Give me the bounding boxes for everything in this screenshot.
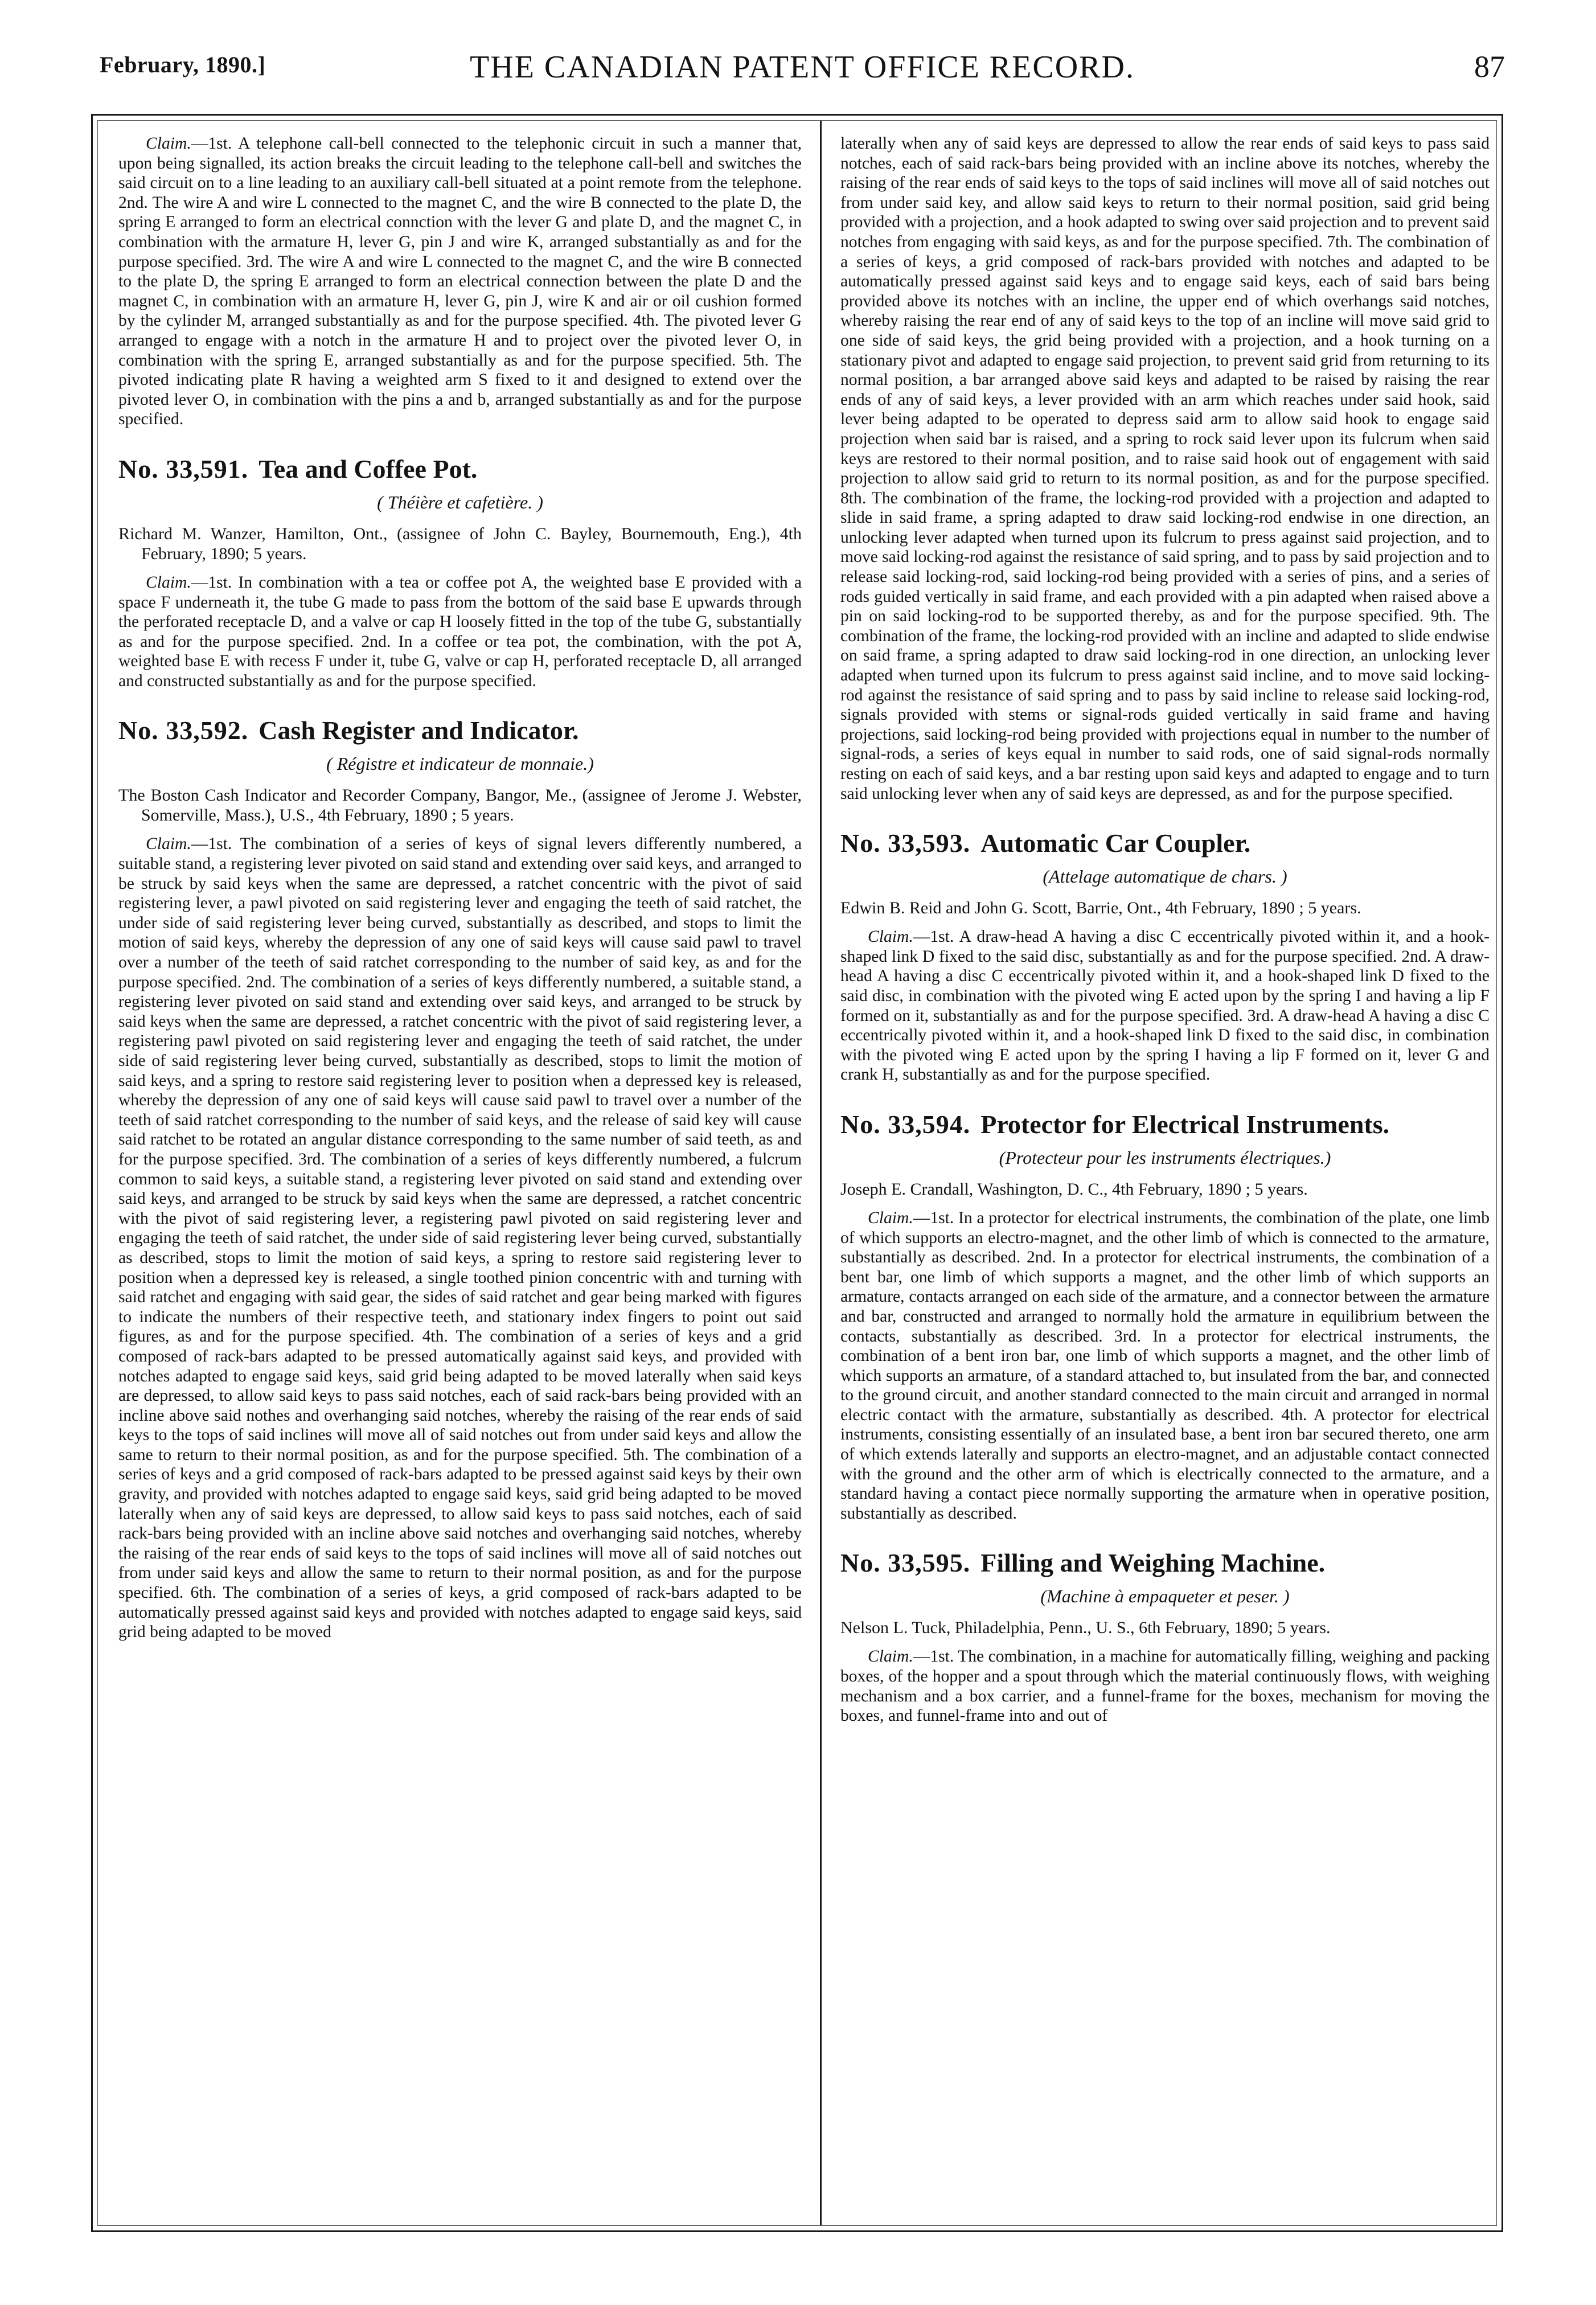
claim-text: —1st. The combination of a series of keys of signal levers differently numbered, a suitable stand, a registering lever pivoted on said stand and extending over said keys, and arranged to be struck by said keys when the same are depressed, a ratchet concentric with the pivot of said registering lever, a pawl pivoted on said registering lever and engaging the teeth of said ratchet, the under side of said registering lever being curved, substantially as described, and stops to limit the motion of said keys, whereby the depression of any one of said keys will cause said pawl to travel over a number of the teeth of said ratchet corresponding to the number of said key, as and for the purpose specified. 2nd. The combination of a series of keys differently numbered, a suitable stand, a registering lever pivoted on said stand and extending over said keys, and arranged to be struck by said keys when the same are depressed, a ratchet concentric with the pivot of said registering lever, a registering pawl pivoted on said registering lever and engaging the teeth of said ratchet, the under side of said registering lever being curved, substantially as described, stops to limit the motion of said keys, and a spring to restore said registering lever to position when a depressed key is released, whereby the depression of any one of said keys will cause said pawl to travel over a number of the teeth of said ratchet corresponding to the number of said keys, and the release of said key will cause said ratchet to be rotated an angular distance corresponding to the same number of said teeth, as and for the purpose specified. 3rd. The combination of a series of keys differently numbered, a fulcrum common to said keys, a suitable stand, a registering lever pivoted on said stand and extending over said keys, and arranged to be struck by said keys when the same are depressed, a ratchet concentric with the pivot of said registering lever, a registering pawl pivoted on said registering lever and engaging the teeth of said ratchet, the under side of said registering lever being curved, substantially as described, stops to limit the motion of said keys, a spring to restore said registering lever to position when a depressed key is released, a single toothed pinion concentric with and turning with said ratchet and engaging with said gear, the sides of said ratchet and gear being marked with figures to indicate the numbers of their respective teeth, and stationary index fingers to point out said figures, as and for the purpose specified. 4th. The combination of a series of keys and a grid composed of rack-bars adapted to be pressed automatically against said keys, and provided with notches adapted to engage said keys, said grid being adapted to be moved laterally when said keys are depressed, to allow said keys to pass said notches, each of said rack-bars being provided with an incline above said nothes and overhanging said notches, whereby the raising of the rear ends of said keys to the tops of said inclines will move all of said notches out from under said keys and allow the same to return to their normal position, as and for the purpose specified. 5th. The combination of a series of keys and a grid composed of rack-bars adapted to be pressed against said keys by their own gravity, and provided with notches adapted to engage said keys, said grid being adapted to be moved laterally when any of said keys are depressed, to allow said keys to pass said notches, each of said rack-bars being provided with an incline above said notches and overhanging said notches, whereby the raising of the rear ends of said keys to the tops of said inclines will move all of said notches out from under said keys and allow the same to return to their normal position, as and for the purpose specified. 6th. The combination of a series of keys, a grid composed of rack-bars adapted to be automatically pressed against said keys and provided with notches adapted to engage said keys, said grid being adapted to be moved [118,835,802,1642]
right-column [840,134,1490,2212]
claim-label: Claim. [868,928,913,946]
claim-text: —1st. A telephone call-bell connected to the telephonic circuit in such a manner that, upon being signalled, its action breaks the circuit leading to the telephone call-bell and switches the said circuit on to a line leading to an auxiliary call-bell situated at a point remote from the telephone. 2nd. The wire A and wire L connected to the magnet C, and the wire B connected to the plate D, the spring E arranged to form an electrical connction with the lever G and plate D, and the magnet C, in combination with the armature H, lever G, pin J and wire K, arranged substantially as and for the purpose specified. 3rd. The wire A and wire L connected to the magnet C, and the wire B connected to the plate D, the spring E arranged to form an electrical connection between the plate D and the magnet C, in combination with an armature H, lever G, pin J, wire K and air or oil cushion formed by the cylinder M, arranged substantially as and for the purpose specified. 4th. The pivoted lever G arranged to engage with a notch in the armature H and to project over the pivoted lever O, in combination with the spring E, arranged substantially as and for the purpose specified. 5th. The pivoted indicating plate R having a weighted arm S fixed to it and designed to extend over the pivoted lever O, in combination with the pins a and b, arranged substantially as and for the purpose specified. [118,134,802,429]
claim-label: Claim. [146,835,191,854]
claim [118,573,802,691]
patent-heading-33592 [118,715,802,747]
patent-title: Tea and Coffee Pot. [259,454,478,483]
applicant: Nelson L. Tuck, Philadelphia, Penn., U. S., 6th February, 1890; 5 years. [840,1618,1331,1638]
patent-title: Cash Register and Indicator. [259,716,579,745]
left-column [118,134,802,2212]
patent-heading-33595 [840,1547,1490,1579]
claim-label: Claim. [868,1647,913,1666]
patent-heading-33591 [118,453,802,485]
applicant: The Boston Cash Indicator and Recorder Company, Bangor, Me., (assignee of Jerome J. Webster, Somerville, Mass.), U.S., 4th February, 1890 ; 5 years. [118,786,802,825]
patent-heading-33594 [840,1109,1490,1141]
french-title: ( Régistre et indicateur de monnaie.) [326,753,594,774]
patent-title: Protector for Electrical Instruments. [980,1109,1390,1139]
running-head [100,44,1505,90]
patent-number: No. 33,591. [118,454,249,483]
applicant: Richard M. Wanzer, Hamilton, Ont., (assignee of John C. Bayley, Bournemouth, Eng.), 4th February, 1890; 5 years. [118,524,802,563]
claim-label: Claim. [146,573,191,592]
publication-title: THE CANADIAN PATENT OFFICE RECORD. [470,50,1135,85]
claim [840,927,1490,1085]
claim-text: —1st. A draw-head A having a disc C eccentrically pivoted within it, and a hook-shaped link D fixed to the said disc, substantially as and for the purpose specified. 2nd. A draw-head A having a disc C eccentrically pivoted within it, and a hook-shaped link D fixed to the said disc, in combination with the pivoted wing E acted upon by the spring I and having a lip F formed on it, substantially as and for the purpose specified. 3rd. A draw-head A having a disc C eccentrically pivoted within it, and a hook-shaped link D fixed to the said disc, in combination with the pivoted wing E acted upon by the spring I having a lip F formed on it, lever G and crank H, substantially as and for the purpose specified. [840,928,1490,1084]
patent-title: Automatic Car Coupler. [980,829,1251,858]
claim-label: Claim. [868,1208,913,1227]
patent-title: Filling and Weighing Machine. [980,1548,1326,1578]
claim [118,834,802,1642]
applicant: Edwin B. Reid and John G. Scott, Barrie, Ont., 4th February, 1890 ; 5 years. [840,899,1361,918]
claim-continuation: laterally when any of said keys are depressed to allow the rear ends of said keys to pass said notches, each of said rack-bars being provided with an incline above its notches, whereby the raising of the rear ends of said keys to the tops of said inclines will move all of said notches out from under said key, and allow said keys to return to their normal position, said grid being provided with a projection, and a hook adapted to swing over said projection and to prevent said notches from engaging with said keys, as and for the purpose specified. 7th. The combination of a series of keys, a grid composed of rack-bars provided with notches and adapted to be automatically pressed against said keys and to engage said keys, each of said bars being provided above its notches with an incline, the upper end of which overhangs said notches, whereby raising the rear end of any of said keys to the top of an incline will move said grid to one side of said keys, the grid being provided with a projection, and a hook turning on a stationary pivot and adapted to engage said projection, to prevent said grid from returning to its normal position, a bar arranged above said keys and adapted to be raised by raising the rear ends of any of said keys, a lever provided with an arm which reaches under said hook, said lever being adapted to be operated to depress said arm to allow said hook to engage said projection when said bar is raised, and a spring to rock said lever upon its fulcrum when said keys are restored to their normal position, and to raise said hook out of engagement with said projection to allow said grid to return to its normal position, as and for the purpose specified. 8th. The combination of the frame, the locking-rod provided with a projection and adapted to slide in said frame, a spring adapted to draw said locking-rod endwise in one direction, an unlocking lever adapted when turned upon its fulcrum to press against said projection, and to move said locking-rod against the resistance of said spring, and to pass by said projection and to release said locking-rod, said locking-rod being provided with a series of pins, and a series of rods guided vertically in said frame, and each provided with a pin adapted when raised above a pin on said locking-rod to be supported thereby, as and for the purpose specified. 9th. The combination of the frame, the locking-rod provided with an incline and adapted to slide endwise on said frame, a spring adapted to draw said locking-rod in one direction, an unlocking lever adapted when turned upon its fulcrum to press against said incline, and to move said locking-rod against the resistance of said spring and to pass by said incline to release said locking-rod, signals provided with stems or signal-rods guided vertically in said frame and having projections, said locking-rod being provided with projections equal in number to the number of signal-rods, a series of keys equal in number to said rods, one of said signal-rods normally resting on each of said keys, and a bar resting upon said keys and adapted to engage and to turn said unlocking lever when any of said keys are depressed, as and for the purpose specified. [840,134,1490,803]
claim-text: —1st. In a protector for electrical instruments, the combination of the plate, one limb of which supports an electro-magnet, and the other limb of which is connected to the armature, substantially as described. 2nd. In a protector for electrical instruments, the combination of a bent bar, one limb of which supports a magnet, and the other limb of which supports an armature, contacts arranged on each side of the armature, and a connector between the armature and bar, constructed and arranged to normally hold the armature in equilibrium between the contacts, substantially as described. 3rd. In a protector for electrical instruments, the combination of a bent iron bar, one limb of which supports a magnet, and the other limb of which supports an armature, of a standard attached to, but insulated from the bar, and connected to the ground circuit, and another standard connected to the main circuit and arranged in normal electric contact with the armature, substantially as described. 4th. A protector for electrical instruments, consisting essentially of an insulated base, a bent iron bar secured thereto, one arm of which extends laterally and supports an electro-magnet, and an adjustable contact connected with the ground and the other arm of which is electrically connected to the armature, and a standard having a contact piece normally supporting the armature when in operative position, substantially as described. [840,1208,1490,1523]
claim-text: —1st. The combination, in a machine for automatically filling, weighing and packing boxes, of the hopper and a spout through which the material continuously flows, with weighing mechanism and a box carrier, and a funnel-frame for the boxes, mechanism for moving the boxes, and funnel-frame into and out of [840,1647,1490,1725]
french-title: (Protecteur pour les instruments électriques.) [999,1147,1331,1168]
french-title: ( Théière et cafetière. ) [377,491,543,512]
patent-number: No. 33,593. [840,829,971,858]
french-title: (Attelage automatique de chars. ) [1043,866,1287,887]
patent-heading-33593 [840,827,1490,859]
claim [840,1208,1490,1524]
claim-text: —1st. In combination with a tea or coffee pot A, the weighted base E provided with a space F underneath it, the tube G made to pass from the bottom of the said base E upwards through the perforated receptacle D, and a valve or cap H loosely fitted in the top of the tube G, substantially as and for the purpose specified. 2nd. In a coffee or tea pot, the combination, with the pot A, weighted base E with recess F under it, tube G, valve or cap H, perforated receptacle D, all arranged and constructed substantially as and for the purpose specified. [118,573,802,690]
claim-label: Claim. [146,134,191,153]
claim-continuation [118,134,802,429]
patent-number: No. 33,595. [840,1548,971,1578]
issue-date: February, 1890.] [100,52,266,77]
applicant: Joseph E. Crandall, Washington, D. C., 4th February, 1890 ; 5 years. [840,1179,1308,1199]
french-title: (Machine à empaqueter et peser. ) [1040,1586,1290,1607]
patent-number: No. 33,592. [118,716,249,745]
page-number: 87 [1474,50,1505,84]
claim [840,1647,1490,1725]
patent-number: No. 33,594. [840,1109,971,1139]
column-divider [820,121,822,2225]
